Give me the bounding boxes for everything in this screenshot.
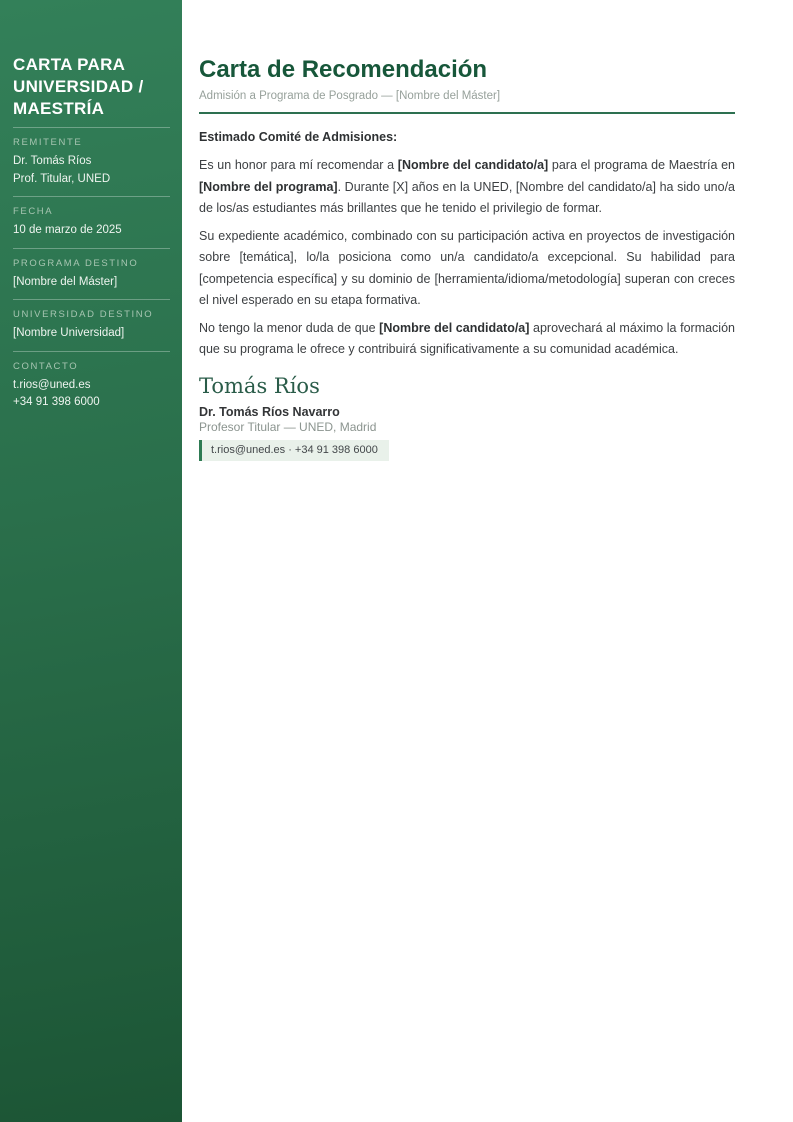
letter-paragraph-2 (199, 226, 735, 312)
sidebar-label-contacto: CONTACTO (13, 360, 79, 372)
candidate-name-placeholder: [Nombre del candidato/a] (397, 158, 549, 172)
paragraph-text: Es un honor para mí recomendar a (199, 158, 398, 172)
sidebar-section-remitente (13, 127, 170, 196)
sidebar-label-universidad-destino: UNIVERSIDAD DESTINO (13, 309, 154, 320)
paragraph-text: No tengo la menor duda de que (199, 320, 380, 335)
target-university: [Nombre Universidad] (13, 327, 125, 339)
letter-paragraph-3 (199, 318, 735, 361)
signature-name: Tomás Ríos (199, 373, 320, 398)
signature-block (199, 374, 735, 461)
sidebar-label-fecha: FECHA (13, 206, 54, 217)
target-program: [Nombre del Máster] (13, 275, 118, 288)
letter-date: 10 de marzo de 2025 (13, 224, 122, 236)
letter-paragraph-1 (199, 155, 735, 220)
signature-full-name: Dr. Tomás Ríos Navarro (199, 404, 340, 419)
sidebar-section-contacto (13, 351, 170, 420)
page-subtitle: Admisión a Programa de Posgrado — [Nombre del Máster] (199, 90, 501, 102)
contact-email: t.rios@uned.es (13, 378, 91, 391)
paragraph-text: para el programa de Maestría en (548, 158, 735, 172)
candidate-name-placeholder: [Nombre del candidato/a] (379, 320, 530, 335)
letter-content (182, 0, 793, 1122)
page-title: Carta de Recomendación (199, 56, 488, 83)
paragraph-text: Su expediente académico, combinado con su participación activa en proyectos de investigación sobre [temática], lo/la posiciona como un/a candidato/a excepcional. Su habilidad para [competencia específica] y su dominio de [herramienta/idioma/metodología] superan con creces el nivel esperado en su etapa formativa. (199, 228, 735, 307)
sidebar-section-universidad-destino (13, 299, 170, 351)
signature-contact-chip: t.rios@uned.es · +34 91 398 6000 (199, 440, 389, 461)
sidebar-label-programa-destino: PROGRAMA DESTINO (13, 257, 139, 269)
title-divider (199, 112, 735, 114)
contact-phone: +34 91 398 6000 (13, 396, 100, 408)
sidebar-title: CARTA PARA UNIVERSIDAD / MAESTRÍA (13, 55, 144, 118)
sender-role: Prof. Titular, UNED (13, 172, 111, 185)
program-name-placeholder: [Nombre del programa] (199, 179, 338, 194)
sidebar-section-programa-destino (13, 248, 170, 300)
sidebar-section-fecha (13, 196, 170, 248)
paragraph-text: aprovechará al máximo la formación que su programa le ofrece y contribuirá significativamente a su comunidad académica. (199, 320, 735, 356)
salutation: Estimado Comité de Admisiones: (199, 130, 398, 144)
sidebar (0, 0, 182, 1122)
sidebar-label-remitente: REMITENTE (13, 137, 83, 148)
sender-name: Dr. Tomás Ríos (13, 155, 92, 167)
letter-body (199, 129, 735, 361)
paragraph-text: . Durante [X] años en la UNED, [Nombre del candidato/a] ha sido uno/a de los/as estudiantes más brillantes que he tenido el privilegio de formar. (199, 179, 735, 215)
signature-role: Profesor Titular — UNED, Madrid (199, 419, 377, 434)
